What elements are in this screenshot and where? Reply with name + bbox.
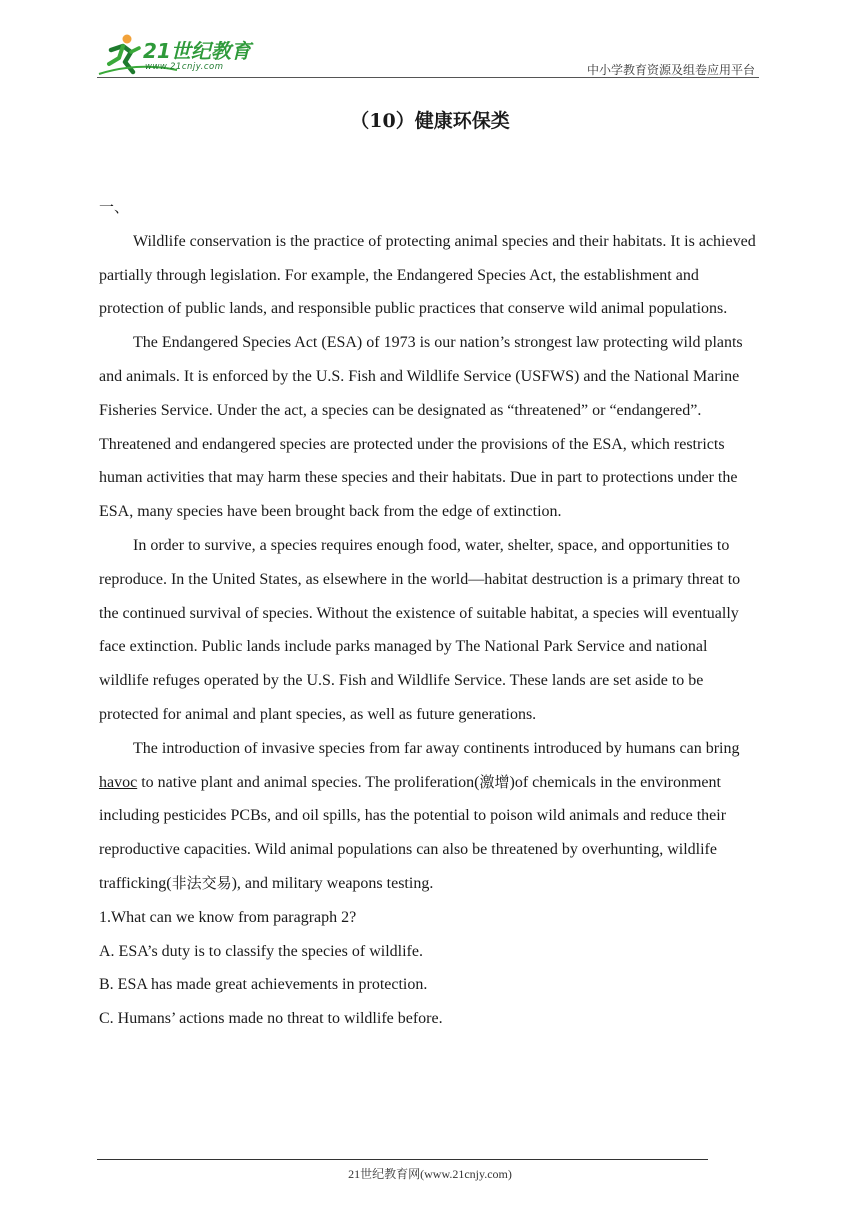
page-title: （10）健康环保类 <box>350 110 510 132</box>
option-a: A. ESA’s duty is to classify the species of wildlife. <box>99 942 423 960</box>
paragraph-3: In order to survive, a species requires enough food, water, shelter, space, and opportunities to reproduce. In the United States, as elsewhere in the world—habitat destruction is a primary threat to the continued survival of species. Without the existence of suitable habitat, a species will eventually face extinction. Public lands include parks managed by The National Park Service and national wildlife refuges operated by the U.S. Fish and Wildlife Service. These lands are set aside to be protected for animal and plant species, as well as future generations. <box>99 536 741 723</box>
site-logo[interactable] <box>97 32 267 76</box>
gloss-proliferation: 激增 <box>479 772 510 791</box>
section-number <box>99 191 761 225</box>
page-header <box>97 30 759 78</box>
p4-text-d: ), and military weapons testing. <box>231 874 434 892</box>
paragraph-2: The Endangered Species Act (ESA) of 1973 is our nation’s strongest law protecting wild plants and animals. It is enforced by the U.S. Fish and Wildlife Service (USFWS) and the National Marine Fisheries Service. Under the act, a species can be designated as “threatened” or “endangered”. Threatened and endangered species are protected under the provisions of the ESA, which restricts human activities that may harm these species and their habitats. Due in part to protections under the ESA, many species have been brought back from the edge of extinction. <box>99 334 743 521</box>
document-body <box>99 191 761 1036</box>
p4-text-b: to native plant and animal species. The proliferation( <box>137 773 480 791</box>
page-footer: 21世纪教育网(www.21cnjy.com) <box>348 1167 512 1181</box>
logo-url: www.21cnjy.com <box>145 62 224 72</box>
gloss-trafficking: 非法交易 <box>171 873 232 892</box>
footer-divider <box>97 1159 708 1160</box>
header-divider <box>97 77 759 78</box>
section-mark: 一、 <box>99 198 130 216</box>
logo-text: 21世纪教育 <box>143 39 251 63</box>
platform-name: 中小学教育资源及组卷应用平台 <box>586 63 755 77</box>
p4-text-c: )of chemicals in the environment including pesticides PCBs, and oil spills, has the potential to poison wild animals and reduce their reproductive capacities. Wild animal populations can also be threatened by overhunting, wildlife trafficking( <box>99 773 727 892</box>
question-stem: 1.What can we know from paragraph 2? <box>99 908 357 926</box>
option-c: C. Humans’ actions made no threat to wildlife before. <box>99 1010 443 1028</box>
paragraph-4 <box>99 732 761 901</box>
paragraph-1: Wildlife conservation is the practice of protecting animal species and their habitats. It is achieved partially through legislation. For example, the Endangered Species Act, the establishment and protection of public lands, and responsible public practices that conserve wild animal populations. <box>99 232 756 318</box>
option-b: B. ESA has made great achievements in protection. <box>99 976 428 994</box>
p4-text-a: The introduction of invasive species from far away continents introduced by humans can bring <box>133 739 740 757</box>
underlined-word-havoc: havoc <box>99 773 138 791</box>
